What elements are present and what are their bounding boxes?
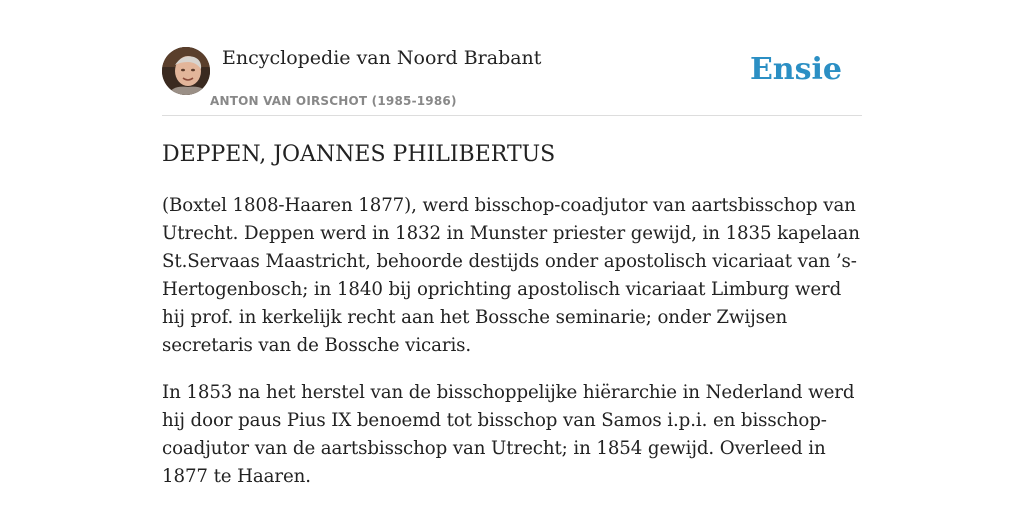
author-portrait-icon bbox=[162, 47, 210, 95]
author-avatar-icon[interactable] bbox=[162, 47, 210, 95]
article-header bbox=[162, 0, 862, 116]
source-title[interactable]: Encyclopedie van Noord Brabant bbox=[222, 47, 542, 69]
article-paragraph: In 1853 na het herstel van de bisschoppelijke hiërarchie in Nederland werd hij door paus Pius IX benoemd tot bisschop van Samos i.p.i. en bisschop-coadjutor van de aartsbisschop van Utrecht; in 1854 gewijd. Overleed in 1877 te Haaren. bbox=[162, 382, 855, 487]
article-title: DEPPEN, JOANNES PHILIBERTUS bbox=[162, 142, 556, 167]
article-page bbox=[162, 0, 862, 512]
article-paragraph: (Boxtel 1808-Haaren 1877), werd bisschop-coadjutor van aartsbisschop van Utrecht. Deppen werd in 1832 in Munster priester gewijd, in 1835 kapelaan St.Servaas Maastricht, behoorde destijds onder apostolisch vicariaat van ’s-Hertogenbosch; in 1840 bij oprichting apostolisch vicariaat Limburg werd hij prof. in kerkelijk recht aan het Bossche seminarie; onder Zwijsen secretaris van de Bossche vicaris. bbox=[162, 195, 860, 356]
article-body bbox=[162, 192, 864, 510]
ensie-logo[interactable]: Ensie bbox=[749, 52, 842, 87]
author-name[interactable]: ANTON VAN OIRSCHOT (1985-1986) bbox=[210, 94, 457, 108]
